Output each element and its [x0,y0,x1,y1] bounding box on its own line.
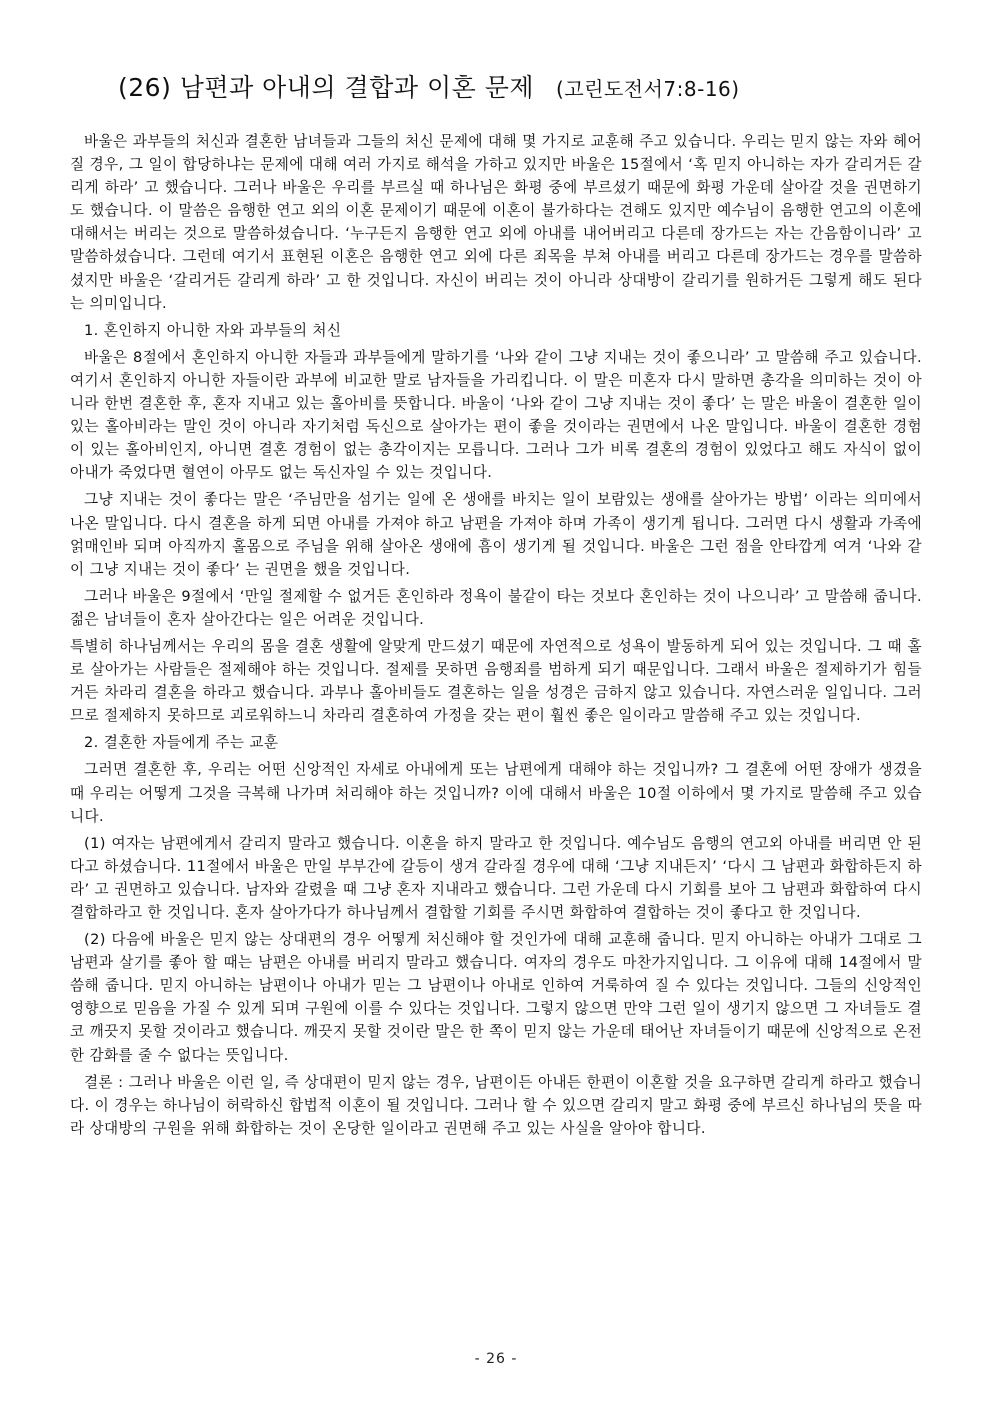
paragraph: (2) 다음에 바울은 믿지 않는 상대편의 경우 어떻게 처신해야 할 것인가에 대해 교훈해 줍니다. 믿지 아니하는 아내가 그대로 그 남편과 살기를 좋아 할 때는 남편은 아내를 버리지 말라고 했습니다. 여자의 경우도 마찬가지입니다. 그 이유에 대해 14절에서 말씀해 줍니다. 믿지 아니하는 남편이나 아내가 믿는 그 남편이나 아내로 인하여 거룩하여 질 수 있다는 것입니다. 그들의 신앙적인 영향으로 믿음을 가질 수 있게 되며 구원에 이를 수 있다는 것입니다. 그렇지 않으면 만약 그런 일이 생기지 않으면 그 자녀들도 결코 깨끗지 못할 것이라고 했습니다. 깨끗지 못할 것이란 말은 한 쪽이 믿지 않는 가운데 태어난 자녀들이기 때문에 신앙적으로 온전한 감화를 줄 수 없다는 뜻입니다. [70,931,922,1064]
title-text: (26) 남편과 아내의 결합과 이혼 문제 [118,73,535,102]
section-heading: 1. 혼인하지 아니한 자와 과부들의 처신 [84,321,342,339]
section-heading: 2. 결혼한 자들에게 주는 교훈 [84,734,279,752]
paragraph: 그러면 결혼한 후, 우리는 어떤 신앙적인 자세로 아내에게 또는 남편에게 대해야 하는 것입니까? 그 결혼에 어떤 장애가 생겼을 때 우리는 어떻게 그것을 극복해 나가며 처리해야 하는 것입니까? 이에 대해서 바울은 10절 이하에서 몇 가지로 말씀해 주고 있습니다. [70,761,922,825]
page-title [118,68,740,104]
paragraph: 바울은 과부들의 처신과 결혼한 남녀들과 그들의 처신 문제에 대해 몇 가지로 교훈해 주고 있습니다. 우리는 믿지 않는 자와 헤어질 경우, 그 일이 합당하냐는 문제에 대해 여러 가지로 해석을 가하고 있지만 바울은 15절에서 ‘혹 믿지 아니하는 자가 갈리거든 갈리게 하라’ 고 했습니다. 그러나 바울은 우리를 부르실 때 하나님은 화평 중에 부르셨기 때문에 화평 가운데 살아갈 것을 권면하기도 했습니다. 이 말씀은 음행한 연고 외의 이혼 문제이기 때문에 이혼이 불가하다는 견해도 있지만 예수님이 음행한 연고의 이혼에 대해서는 버리는 것으로 말씀하셨습니다. ‘누구든지 음행한 연고 외에 아내를 내어버리고 다른데 장가드는 자는 간음함이니라’ 고 말씀하셨습니다. 그런데 여기서 표현된 이혼은 음행한 연고 외에 다른 죄목을 부쳐 아내를 버리고 다른데 장가드는 경우를 말씀하셨지만 바울은 ‘갈리거든 갈리게 하라’ 고 한 것입니다. 자신이 버리는 것이 아니라 상대방이 갈리기를 원하거든 그렇게 해도 된다는 의미입니다. [70,133,922,312]
paragraph: 그러나 바울은 9절에서 ‘만일 절제할 수 없거든 혼인하라 정욕이 불같이 타는 것보다 혼인하는 것이 나으니라’ 고 말씀해 줍니다. 젊은 남녀들이 혼자 살아간다는 일은 어려운 것입니다. [70,587,922,628]
document-body [70,130,922,1144]
page-number: - 26 - [474,1351,518,1367]
paragraph: 그냥 지내는 것이 좋다는 말은 ‘주님만을 섬기는 일에 온 생애를 바치는 일이 보람있는 생애를 살아가는 방법’ 이라는 의미에서 나온 말입니다. 다시 결혼을 하게 되면 아내를 가져야 하고 남편을 가져야 하며 가족이 생기게 됩니다. 그러면 다시 생활과 가족에 얽매인바 되며 아직까지 홀몸으로 주님을 위해 살아온 생애에 흠이 생기게 될 것입니다. 바울은 그런 점을 안타깝게 여겨 ‘나와 같이 그냥 지내는 것이 좋다’ 는 권면을 했을 것입니다. [70,491,922,578]
scripture-reference: (고린도전서7:8-16) [556,77,740,101]
paragraph: (1) 여자는 남편에게서 갈리지 말라고 했습니다. 이혼을 하지 말라고 한 것입니다. 예수님도 음행의 연고외 아내를 버리면 안 된다고 하셨습니다. 11절에서 바울은 만일 부부간에 갈등이 생겨 갈라질 경우에 대해 ‘그냥 지내든지’ ‘다시 그 남편과 화합하든지 하라’ 고 권면하고 있습니다. 남자와 갈렸을 때 그냥 혼자 지내라고 했습니다. 그런 가운데 다시 기회를 보아 그 남편과 화합하여 다시 결합하라고 한 것입니다. 혼자 살아가다가 하나님께서 결합할 기회를 주시면 화합하여 결합하는 것이 좋다고 한 것입니다. [70,834,922,921]
conclusion-paragraph: 결론 : 그러나 바울은 이런 일, 즉 상대편이 믿지 않는 경우, 남편이든 아내든 한편이 이혼할 것을 요구하면 갈리게 하라고 했습니다. 이 경우는 하나님이 허락하신 합법적 이혼이 될 것입니다. 그러나 할 수 있으면 갈리지 말고 화평 중에 부르신 하나님의 뜻을 따라 상대방의 구원을 위해 화합하는 것이 온당한 일이라고 권면해 주고 있는 사실을 알아야 합니다. [70,1073,922,1137]
paragraph: 특별히 하나님께서는 우리의 몸을 결혼 생활에 알맞게 만드셨기 때문에 자연적으로 성욕이 발동하게 되어 있는 것입니다. 그 때 홀로 살아가는 사람들은 절제해야 하는 것입니다. 절제를 못하면 음행죄를 범하게 되기 때문입니다. 그래서 바울은 절제하기가 힘들거든 차라리 결혼을 하라고 했습니다. 과부나 홀아비들도 결혼하는 일을 성경은 금하지 않고 있습니다. 자연스러운 일입니다. 그러므로 절제하지 못하므로 괴로워하느니 차라리 결혼하여 가정을 갖는 편이 훨씬 좋은 일이라고 말씀해 주고 있는 것입니다. [70,637,922,725]
paragraph: 바울은 8절에서 혼인하지 아니한 자들과 과부들에게 말하기를 ‘나와 같이 그냥 지내는 것이 좋으니라’ 고 말씀해 주고 있습니다. 여기서 혼인하지 아니한 자들이란 과부에 비교한 말로 남자들을 가리킵니다. 이 말은 미혼자 다시 말하면 총각을 의미하는 것이 아니라 한번 결혼한 후, 혼자 지내고 있는 홀아비를 뜻합니다. 바울이 ‘나와 같이 그냥 지내는 것이 좋다’ 는 말은 바울이 결혼한 일이 있는 홀아비라는 말인 것이 아니라 자기처럼 독신으로 살아가는 편이 좋을 것이라는 권면에서 나온 말입니다. 바울이 결혼한 경험이 있는 홀아비인지, 아니면 결혼 경험이 없는 총각이지는 모릅니다. 그러나 그가 비록 결혼의 경험이 있었다고 해도 자식이 없이 아내가 죽었다면 혈연이 아무도 없는 독신자일 수 있는 것입니다. [70,348,922,482]
